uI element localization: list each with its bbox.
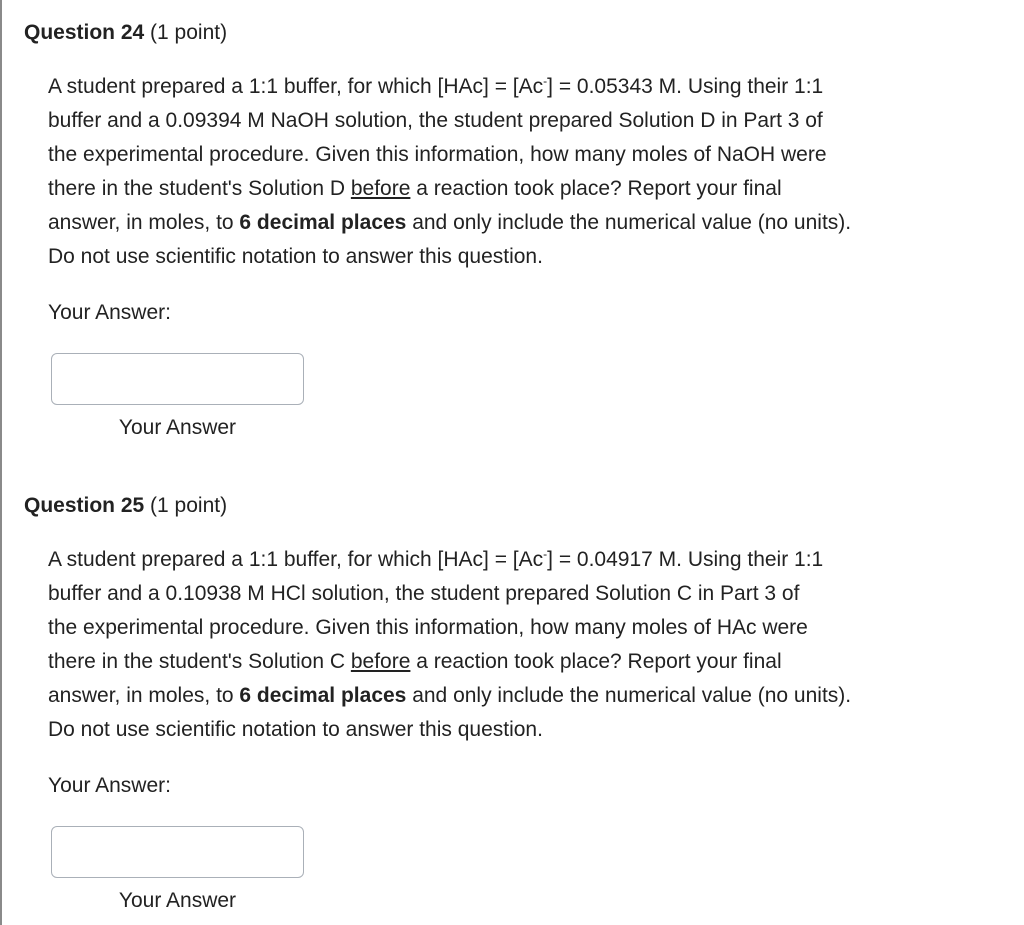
superscript-minus: - <box>543 547 548 561</box>
question-text-line: buffer and a 0.10938 M HCl solution, the student prepared Solution C in Part 3 of <box>48 582 800 605</box>
answer-label: Your Answer: <box>48 774 171 797</box>
question-text-line <box>48 172 988 206</box>
text-segment: a reaction took place? Report your final <box>410 650 782 673</box>
text-segment: A student prepared a 1:1 buffer, for which [HAc] = [Ac <box>48 548 544 571</box>
question-text-line <box>48 70 988 104</box>
text-segment: a reaction took place? Report your final <box>410 177 782 200</box>
text-segment: and only include the numerical value (no units). <box>406 211 852 234</box>
question-text <box>48 543 988 747</box>
question-header <box>24 492 227 520</box>
underlined-word: before <box>350 650 411 673</box>
text-segment: there in the student's Solution D <box>48 177 351 200</box>
question-text-line: buffer and a 0.09394 M NaOH solution, the student prepared Solution D in Part 3 of <box>48 109 823 132</box>
question-text-line: Do not use scientific notation to answer this question. <box>48 718 543 741</box>
question-text-line <box>48 679 988 713</box>
underlined-word: before <box>350 177 411 200</box>
answer-input[interactable] <box>51 353 304 405</box>
question-points: (1 point) <box>150 21 228 44</box>
answer-input[interactable] <box>51 826 304 878</box>
text-segment: and only include the numerical value (no units). <box>406 684 852 707</box>
text-segment: answer, in moles, to <box>48 211 240 234</box>
question-points: (1 point) <box>150 494 228 517</box>
text-segment: there in the student's Solution C <box>48 650 351 673</box>
text-segment: ] = 0.05343 M. Using their 1:1 <box>547 75 824 98</box>
question-text-line <box>48 543 988 577</box>
question-text <box>48 70 988 274</box>
question-header <box>24 19 227 47</box>
text-segment: A student prepared a 1:1 buffer, for which [HAc] = [Ac <box>48 75 544 98</box>
superscript-minus: - <box>543 74 548 88</box>
question-text-line: the experimental procedure. Given this information, how many moles of HAc were <box>48 616 808 639</box>
bold-phrase: 6 decimal places <box>239 211 407 234</box>
answer-caption: Your Answer <box>118 889 237 912</box>
question-text-line <box>48 645 988 679</box>
question-text-line: Do not use scientific notation to answer this question. <box>48 245 543 268</box>
bold-phrase: 6 decimal places <box>239 684 407 707</box>
question-title: Question 25 <box>24 494 145 517</box>
answer-caption: Your Answer <box>118 416 237 439</box>
text-segment: answer, in moles, to <box>48 684 240 707</box>
question-text-line: the experimental procedure. Given this information, how many moles of NaOH were <box>48 143 827 166</box>
question-text-line <box>48 206 988 240</box>
text-segment: ] = 0.04917 M. Using their 1:1 <box>547 548 824 571</box>
answer-label: Your Answer: <box>48 301 171 324</box>
question-title: Question 24 <box>24 21 145 44</box>
